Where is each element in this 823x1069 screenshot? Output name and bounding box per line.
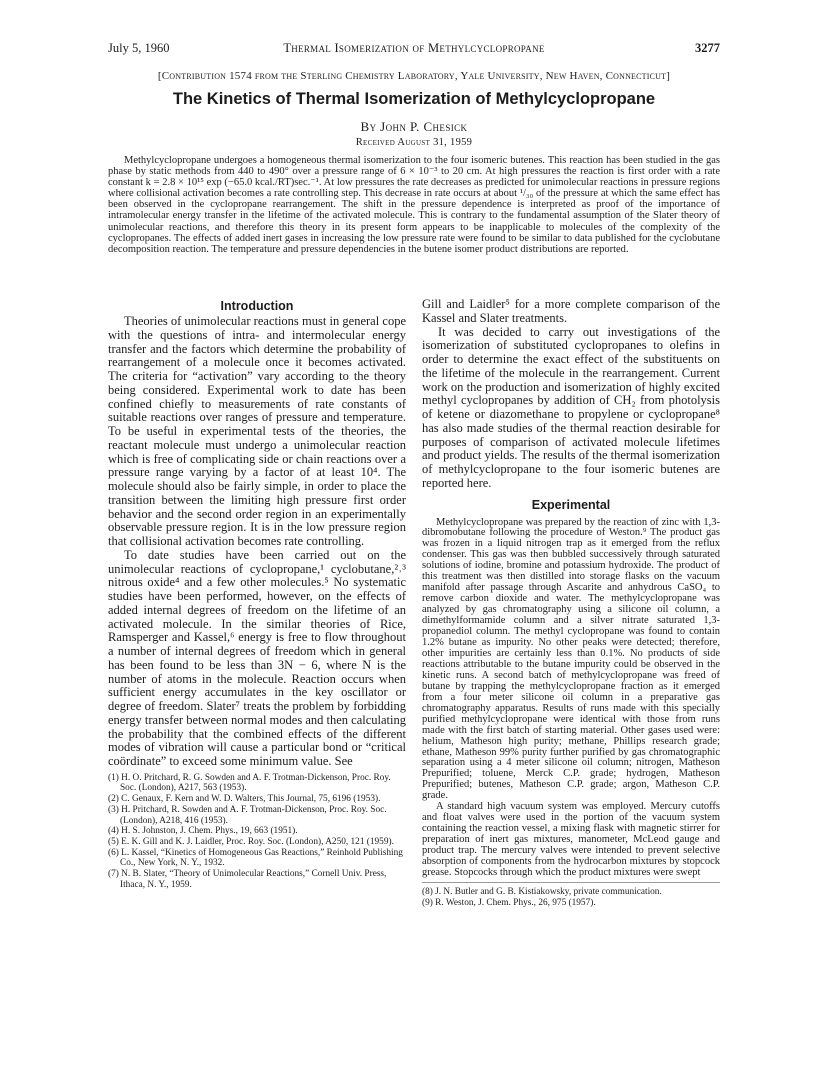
footnote-4: (4) H. S. Johnston, J. Chem. Phys., 19, 663 (1951). (108, 826, 298, 837)
footnote-2: (2) C. Genaux, F. Kern and W. D. Walters, This Journal, 75, 6196 (1953). (108, 794, 381, 805)
footnote-divider (422, 882, 720, 883)
running-header (108, 40, 720, 56)
author-line: By John P. Chesick (360, 119, 468, 134)
experimental-heading: Experimental (531, 497, 611, 512)
footnote-1: (1) H. O. Pritchard, R. G. Sowden and A. F. Trotman-Dickenson, Proc. Roy. Soc. (London), A217, 563 (1953). (108, 772, 391, 794)
footnote-3: (3) H. Pritchard, R. Sowden and A. F. Trotman-Dickenson, Proc. Roy. Soc. (London), A218, 416 (1953). (108, 804, 387, 826)
intro-paragraph-1: Theories of unimolecular reactions must in general cope with the questions of intra- and intermolecular energy transfer and the factors which determine the probability of rearrangement of a molecule once it becomes activated. The criteria for “activation” vary according to the theory being considered. Experimental work to date has been confined chiefly to measurements of rate constants of suitable reactions over ranges of pressure and temperature. To be useful in experimental tests of the theories, the reactant molecule must undergo a unimolecular reaction which is free of complicating side or chain reactions over a pressure range varying by a factor of at least 10⁴. The molecule should also be fairly simple, in order to place the transition between the limiting high pressure first order behavior and the second order region in an experimentally observable pressure region. It is in the low pressure region that collisional activation becomes rate controlling. (108, 314, 406, 548)
header-date: July 5, 1960 (108, 41, 170, 55)
header-page-number: 3277 (695, 41, 720, 55)
footnote-6: (6) L. Kassel, “Kinetics of Homogeneous Gas Reactions,” Reinhold Publishing Co., New York, N. Y., 1932. (108, 847, 403, 869)
right-footnotes (422, 887, 720, 908)
intro-paragraph-2: To date studies have been carried out on the unimolecular reactions of cyclopropane,¹ cyclobutane,²˒³ nitrous oxide⁴ and a few other molecules.⁵ No systematic studies have been performed, however, on the effects of added internal degrees of freedom on the lifetime of an activated molecule. In the similar theories of Rice, Ramsperger and Kassel,⁶ energy is free to flow throughout a number of internal degrees of freedom which in general has been found to be less than 3N − 6, where N is the number of atoms in the molecule. Reaction occurs when sufficient energy accumulates in the key oscillator or degree of freedom. Slater⁷ treats the problem by forbidding energy transfer between normal modes and then calculating the probability that the combined effects of the different modes of vibration will cause a particular bond or “critical coördinate” to exceed some minimum value. See (108, 547, 406, 768)
contribution-line: [Contribution 1574 from the Sterling Chemistry Laboratory, Yale University, New Haven, Connecticut] (157, 70, 671, 82)
article-title: The Kinetics of Thermal Isomerization of Methylcyclopropane (172, 90, 656, 108)
footnote-5: (5) E. K. Gill and K. J. Laidler, Proc. Roy. Soc. (London), A250, 121 (1959). (108, 836, 394, 847)
intro-paragraph-3: Gill and Laidler⁵ for a more complete comparison of the Kassel and Slater treatments. (422, 297, 720, 325)
footnote-8: (8) J. N. Butler and G. B. Kistiakowsky, private communication. (422, 886, 662, 897)
footnote-9: (9) R. Weston, J. Chem. Phys., 26, 975 (1957). (422, 897, 596, 908)
experimental-paragraph-1: Methylcyclopropane was prepared by the reaction of zinc with 1,3-dibromobutane following the procedure of Weston.⁹ The product gas was frozen in a liquid nitrogen trap as it emerged from the reflux condenser. This gas was then bubbled successively through saturated solutions of iodine, bromine and potassium hydroxide. The product of this treatment was then distilled into storage flasks on the vacuum manifold after passage through Ascarite and anhydrous CaSO₄ to remove carbon dioxide and water. The methylcyclopropane was analyzed by gas chromatography using a silicone oil column, a dimethylformamide column and a silver nitrate saturated 1,3-propanediol column. The methyl cyclopropane was found to contain 1.2% butane as impurity. No other peaks were detected; therefore, other impurities are certainly less than 0.1%. No products of side reactions attributable to the butane impurity could be observed in the kinetic runs. A second batch of methylcyclopropane was freed of butane by trapping the methylcyclopropane fraction as it emerged from a four meter silicone oil column in a preparative gas chromatography apparatus. Results of runs made with this specially purified methylcyclopropane were identical with those from runs made with the first batch of starting material. Other gases used were: helium, Matheson high purity; methane, Phillips research grade; ethane, Matheson 99% purity further purified by gas chromatographic separation using a 4 meter silicone oil column; nitrogen, Matheson Prepurified; toluene, Merck C.P. grade; hydrogen, Matheson Prepurified; butenes, Matheson C.P. grade; argon, Matheson C.P. grade. (422, 516, 720, 802)
experimental-paragraph-2: A standard high vacuum system was employed. Mercury cutoffs and float valves were used in the portion of the vacuum system containing the reaction vessel, a mixing flask with magnetic stirrer for preparation of inert gas mixtures, manometer, McLeod gauge and product trap. The mercury valves were intended to prevent selective absorption of components from the hydrocarbon mixtures by stopcock grease. Stopcocks through which the product mixtures were swept (422, 801, 720, 878)
footnote-7: (7) N. B. Slater, “Theory of Unimolecular Reactions,” Cornell Univ. Press, Ithaca, N. Y., 1959. (108, 869, 387, 890)
header-running-title: Thermal Isomerization of Methylcyclopropane (283, 41, 545, 55)
abstract: Methylcyclopropane undergoes a homogeneous thermal isomerization to the four isomeric butenes. This reaction has been studied in the gas phase by static methods from 440 to 490° over a pressure range of 6 × 10⁻³ to 20 cm. At high pressures the reaction is first order with a rate constant k = 2.8 × 10¹⁵ exp (−65.0 kcal./RT)sec.⁻¹. At low pressures the rate decreases as predicted for unimolecular reactions in pressure regions where collisional activation becomes a rate controlling step. This decrease in rate occurs at about ¹/₃₀ of the pressure at which the same effect has been observed in the cyclopropane rearrangement. The shift in the pressure dependence is interpreted as proof of the importance of intramolecular energy transfer in the lifetime of the activated molecule. This is contrary to the fundamental assumption of the Slater theory of unimolecular reactions, and therefore this theory in its present form appears to be inapplicable to molecules of the complexity of the cyclopropanes. The effects of added inert gases in increasing the low pressure rate were found to be similar to data published for the cyclobutane decomposition reaction. The temperature and pressure dependencies in the butene isomer product distributions are reported. (108, 155, 720, 255)
intro-paragraph-4: It was decided to carry out investigations of the isomerization of substituted cyclopropanes to olefins in order to determine the exact effect of the substituents on the lifetime of the molecule in the rearrangement. Current work on the production and isomerization of highly excited methyl cyclopropanes by addition of CH₂ from photolysis of ketene or diazomethane to propylene or cyclopropane⁸ has also made studies of the thermal reaction desirable for purposes of comparison of activated molecule lifetimes and product yields. The results of the thermal isomerization of methylcyclopropane to the four isomeric butenes are reported here. (422, 324, 720, 490)
right-column (422, 298, 720, 908)
received-date: Received August 31, 1959 (355, 137, 473, 148)
left-footnotes (108, 773, 406, 891)
left-column (108, 298, 406, 890)
introduction-heading: Introduction (220, 299, 294, 313)
